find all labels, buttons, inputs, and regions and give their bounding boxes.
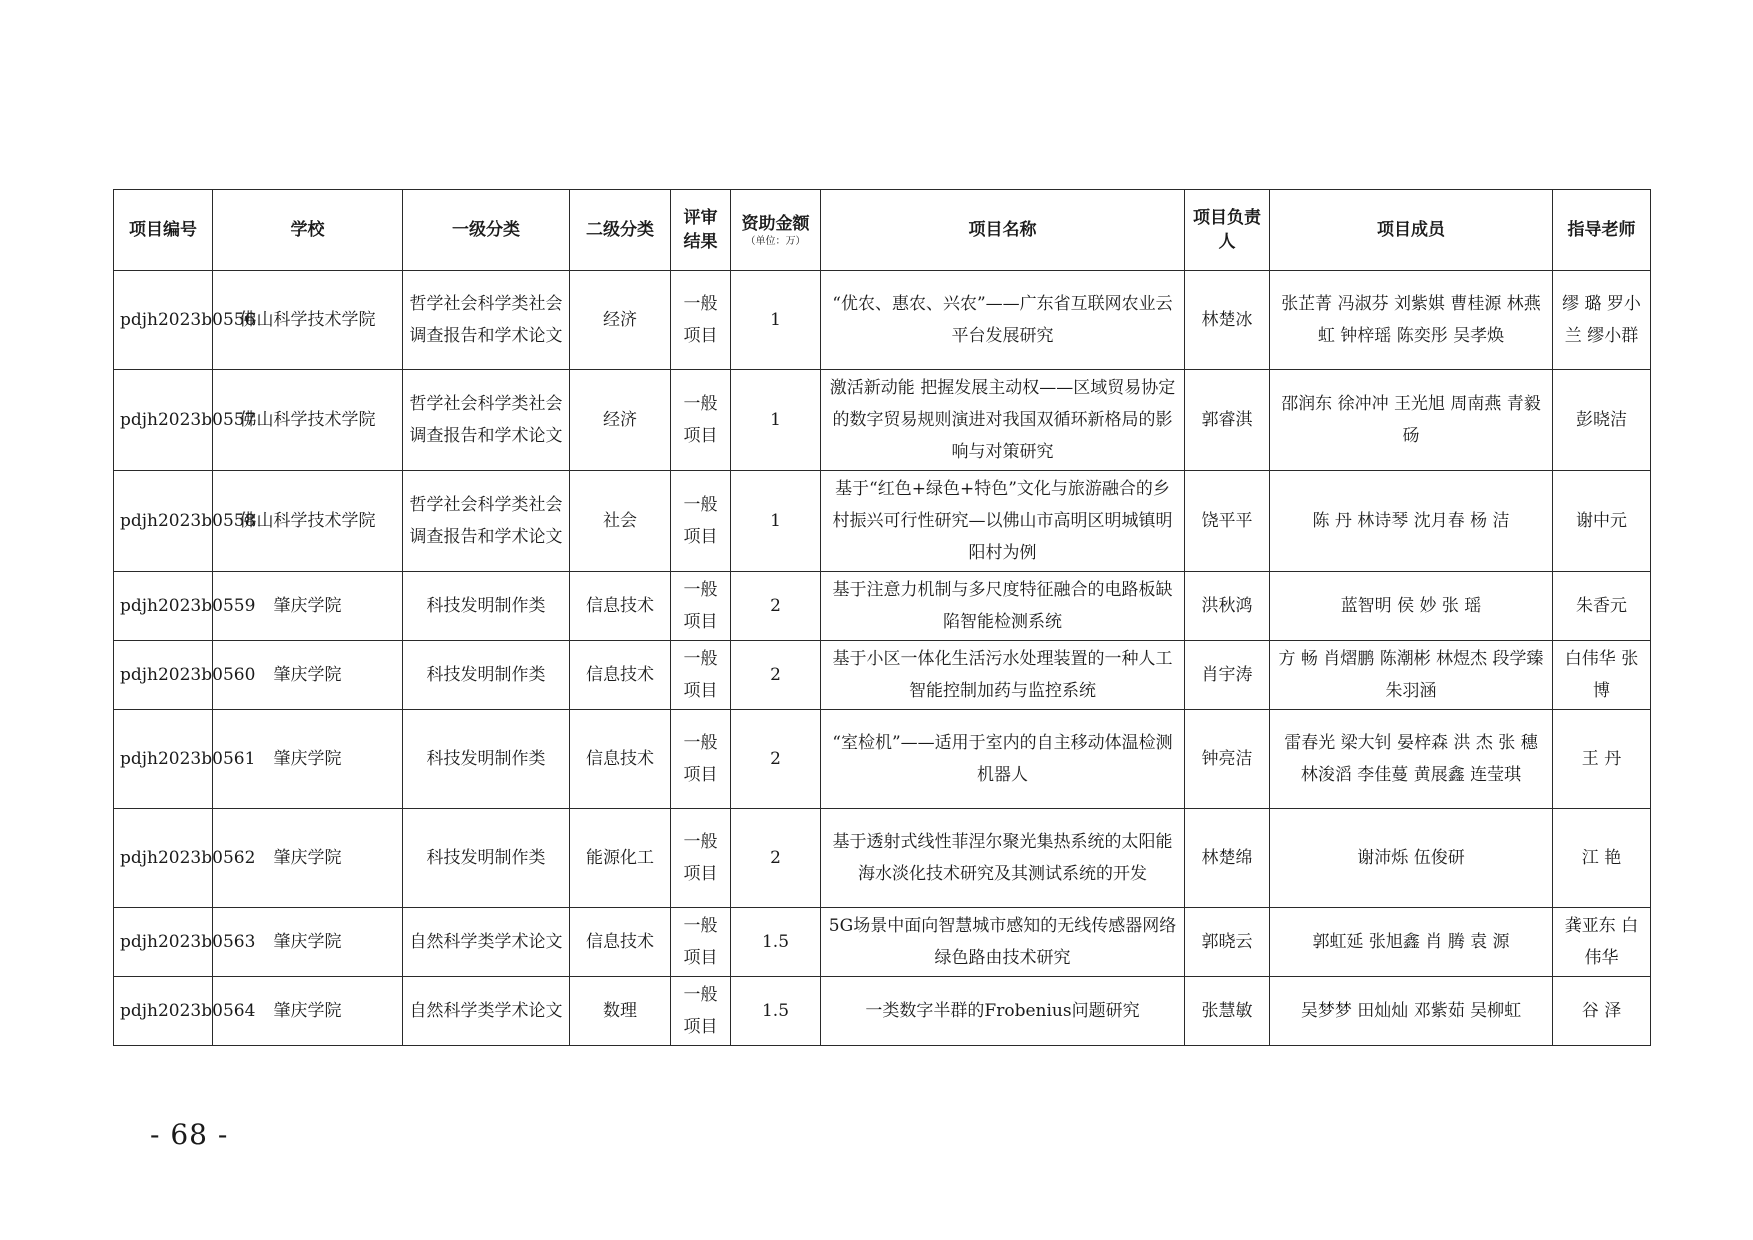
cell-name: 一类数字半群的Frobenius问题研究 (821, 977, 1185, 1046)
cell-cat1: 自然科学类学术论文 (403, 977, 570, 1046)
cell-code: pdjh2023b0563 (114, 908, 213, 977)
cell-name: “室检机”——适用于室内的自主移动体温检测机器人 (821, 710, 1185, 809)
cell-cat2: 经济 (570, 370, 671, 471)
cell-amount: 2 (731, 710, 821, 809)
cell-cat2: 信息技术 (570, 572, 671, 641)
cell-cat2: 信息技术 (570, 908, 671, 977)
cell-result: 一般项目 (671, 710, 731, 809)
project-table (113, 189, 1651, 1046)
header-advisor: 指导老师 (1553, 190, 1651, 271)
cell-cat1: 科技发明制作类 (403, 641, 570, 710)
table-row (114, 641, 1651, 710)
cell-amount: 1 (731, 471, 821, 572)
cell-advisor: 缪 璐 罗小兰 缪小群 (1553, 271, 1651, 370)
cell-school: 佛山科学技术学院 (213, 370, 403, 471)
cell-cat2: 信息技术 (570, 641, 671, 710)
cell-school: 佛山科学技术学院 (213, 271, 403, 370)
header-code: 项目编号 (114, 190, 213, 271)
cell-name: “优农、惠农、兴农”——广东省互联网农业云平台发展研究 (821, 271, 1185, 370)
cell-advisor: 江 艳 (1553, 809, 1651, 908)
cell-code: pdjh2023b0559 (114, 572, 213, 641)
cell-school: 肇庆学院 (213, 641, 403, 710)
cell-amount: 2 (731, 809, 821, 908)
cell-cat2: 经济 (570, 271, 671, 370)
cell-lead: 张慧敏 (1185, 977, 1270, 1046)
cell-school: 肇庆学院 (213, 908, 403, 977)
cell-code: pdjh2023b0556 (114, 271, 213, 370)
cell-advisor: 谢中元 (1553, 471, 1651, 572)
cell-result: 一般项目 (671, 908, 731, 977)
table-row (114, 710, 1651, 809)
table-row (114, 977, 1651, 1046)
cell-members: 雷春光 梁大钊 晏梓森 洪 杰 张 穗 林浚滔 李佳蔓 黄展鑫 连莹琪 (1270, 710, 1553, 809)
cell-members: 谢沛烁 伍俊研 (1270, 809, 1553, 908)
cell-lead: 林楚冰 (1185, 271, 1270, 370)
cell-cat2: 数理 (570, 977, 671, 1046)
cell-amount: 1.5 (731, 977, 821, 1046)
cell-advisor: 龚亚东 白伟华 (1553, 908, 1651, 977)
cell-advisor: 谷 泽 (1553, 977, 1651, 1046)
cell-lead: 林楚绵 (1185, 809, 1270, 908)
header-cat1: 一级分类 (403, 190, 570, 271)
cell-code: pdjh2023b0564 (114, 977, 213, 1046)
table-header-row (114, 190, 1651, 271)
cell-code: pdjh2023b0562 (114, 809, 213, 908)
header-amount (731, 190, 821, 271)
cell-members: 张芷菁 冯淑芬 刘紫娸 曹桂源 林燕虹 钟梓瑶 陈奕彤 吴孝焕 (1270, 271, 1553, 370)
cell-school: 肇庆学院 (213, 572, 403, 641)
cell-result: 一般项目 (671, 572, 731, 641)
cell-advisor: 朱香元 (1553, 572, 1651, 641)
cell-members: 邵润东 徐冲冲 王光旭 周南燕 青毅砀 (1270, 370, 1553, 471)
cell-cat1: 哲学社会科学类社会调查报告和学术论文 (403, 370, 570, 471)
cell-school: 佛山科学技术学院 (213, 471, 403, 572)
cell-name: 5G场景中面向智慧城市感知的无线传感器网络绿色路由技术研究 (821, 908, 1185, 977)
cell-cat1: 科技发明制作类 (403, 572, 570, 641)
cell-cat2: 社会 (570, 471, 671, 572)
cell-result: 一般项目 (671, 471, 731, 572)
cell-advisor: 彭晓洁 (1553, 370, 1651, 471)
header-school: 学校 (213, 190, 403, 271)
cell-name: 基于透射式线性菲涅尔聚光集热系统的太阳能海水淡化技术研究及其测试系统的开发 (821, 809, 1185, 908)
cell-name: 激活新动能 把握发展主动权——区域贸易协定的数字贸易规则演进对我国双循环新格局的影响与对策研究 (821, 370, 1185, 471)
cell-name: 基于注意力机制与多尺度特征融合的电路板缺陷智能检测系统 (821, 572, 1185, 641)
cell-amount: 1 (731, 370, 821, 471)
cell-school: 肇庆学院 (213, 977, 403, 1046)
cell-code: pdjh2023b0558 (114, 471, 213, 572)
table-row (114, 271, 1651, 370)
table-row (114, 809, 1651, 908)
header-name: 项目名称 (821, 190, 1185, 271)
table-row (114, 471, 1651, 572)
table-row (114, 370, 1651, 471)
cell-lead: 洪秋鸿 (1185, 572, 1270, 641)
cell-code: pdjh2023b0561 (114, 710, 213, 809)
cell-amount: 1 (731, 271, 821, 370)
cell-code: pdjh2023b0560 (114, 641, 213, 710)
cell-name: 基于小区一体化生活污水处理装置的一种人工智能控制加药与监控系统 (821, 641, 1185, 710)
cell-cat2: 信息技术 (570, 710, 671, 809)
cell-amount: 2 (731, 641, 821, 710)
cell-cat1: 自然科学类学术论文 (403, 908, 570, 977)
cell-lead: 郭晓云 (1185, 908, 1270, 977)
cell-members: 蓝智明 侯 妙 张 瑶 (1270, 572, 1553, 641)
header-amount-label: 资助金额 (741, 214, 810, 234)
cell-code: pdjh2023b0557 (114, 370, 213, 471)
cell-advisor: 白伟华 张 博 (1553, 641, 1651, 710)
cell-school: 肇庆学院 (213, 809, 403, 908)
cell-cat2: 能源化工 (570, 809, 671, 908)
cell-cat1: 科技发明制作类 (403, 809, 570, 908)
cell-cat1: 哲学社会科学类社会调查报告和学术论文 (403, 471, 570, 572)
cell-members: 吴梦梦 田灿灿 邓紫茹 吴柳虹 (1270, 977, 1553, 1046)
cell-members: 方 畅 肖熠鹏 陈潮彬 林煜杰 段学臻 朱羽涵 (1270, 641, 1553, 710)
cell-members: 陈 丹 林诗琴 沈月春 杨 洁 (1270, 471, 1553, 572)
cell-lead: 郭睿淇 (1185, 370, 1270, 471)
cell-amount: 2 (731, 572, 821, 641)
cell-lead: 肖宇涛 (1185, 641, 1270, 710)
table-row (114, 908, 1651, 977)
cell-result: 一般项目 (671, 809, 731, 908)
cell-lead: 饶平平 (1185, 471, 1270, 572)
cell-lead: 钟亮洁 (1185, 710, 1270, 809)
cell-result: 一般项目 (671, 977, 731, 1046)
cell-school: 肇庆学院 (213, 710, 403, 809)
cell-cat1: 哲学社会科学类社会调查报告和学术论文 (403, 271, 570, 370)
header-lead: 项目负责人 (1185, 190, 1270, 271)
header-result: 评审结果 (671, 190, 731, 271)
page-number: - 68 - (150, 1118, 229, 1151)
cell-result: 一般项目 (671, 271, 731, 370)
cell-members: 郭虹延 张旭鑫 肖 腾 袁 源 (1270, 908, 1553, 977)
header-cat2: 二级分类 (570, 190, 671, 271)
header-amount-unit: （单位：万） (745, 236, 806, 247)
cell-result: 一般项目 (671, 641, 731, 710)
cell-cat1: 科技发明制作类 (403, 710, 570, 809)
cell-name: 基于“红色+绿色+特色”文化与旅游融合的乡村振兴可行性研究—以佛山市高明区明城镇明阳村为例 (821, 471, 1185, 572)
header-members: 项目成员 (1270, 190, 1553, 271)
cell-advisor: 王 丹 (1553, 710, 1651, 809)
table-row (114, 572, 1651, 641)
cell-amount: 1.5 (731, 908, 821, 977)
cell-result: 一般项目 (671, 370, 731, 471)
